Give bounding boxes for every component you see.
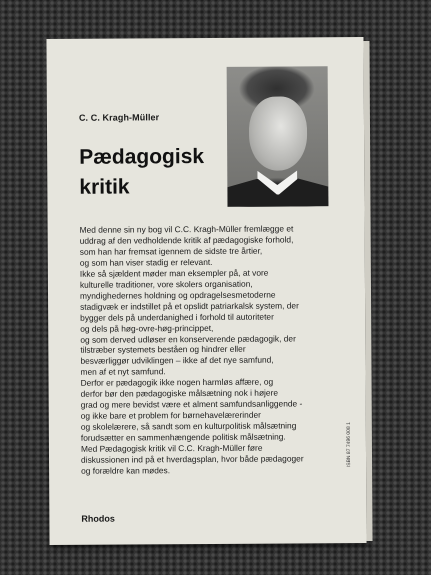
blurb-line: myndighedernes holdning og opdragelsesmetoderne bbox=[79, 289, 276, 301]
blurb-line: og skolelærere, så sandt som en kulturpolitisk målsætning bbox=[80, 420, 297, 432]
blurb-line: og som derved udløser en konserverende pædagogik, der bbox=[80, 332, 296, 345]
blurb-text bbox=[80, 223, 352, 477]
author-photo bbox=[227, 66, 329, 207]
blurb-line: besværliggør udviklingen – ikke af det nye samfund, bbox=[80, 355, 274, 367]
blurb-line: forudsætter en sammenhængende politisk målsætning. bbox=[80, 431, 286, 443]
blurb-line: bygger dels på underdanighed i forhold til autoriteter bbox=[80, 311, 274, 323]
blurb-line: derfor bør den pædagogiske målsætning nok i højere bbox=[80, 387, 279, 400]
blurb-line: uddrag af den vedholdende kritik af pædagogiske forhold, bbox=[79, 234, 294, 246]
blurb-line: men af et nyt samfund. bbox=[80, 366, 166, 378]
blurb-line: diskussionen ind på et hverdagsplan, hvor både pædagoger bbox=[80, 453, 304, 465]
book-back-cover bbox=[46, 37, 366, 545]
blurb-line: og som han viser stadig er relevant. bbox=[79, 256, 213, 268]
blurb-line: Med Pædagogisk kritik vil C.C. Kragh-Müller føre bbox=[80, 442, 263, 454]
blurb-line: kulturelle traditioner, vore skolers organisation, bbox=[79, 278, 253, 290]
blurb-line: og dels på høg-ovre-høg-princippet, bbox=[80, 322, 214, 334]
blurb-line: Derfor er pædagogik ikke nogen harmløs affære, og bbox=[80, 376, 274, 389]
author-name: C. C. Kragh-Müller bbox=[78, 112, 160, 123]
blurb-line: som han har fremsat igennem de sidste tre årtier, bbox=[79, 245, 263, 257]
blurb-line: og ikke bare et problem for børnehavelærerinder bbox=[80, 409, 261, 421]
publisher-name: Rhodos bbox=[81, 513, 115, 524]
isbn-text: ISBN 87 7496 008 1 bbox=[345, 422, 353, 468]
book-title bbox=[79, 142, 204, 203]
blurb-line: og forældre kan mødes. bbox=[81, 465, 171, 476]
title-line: kritik bbox=[79, 175, 130, 199]
blurb-line: grad og mere bevidst være et alment samfundsanliggende - bbox=[80, 398, 303, 411]
blurb-line: tilstræber systemets beståen og hindrer eller bbox=[80, 344, 246, 356]
blurb-line: stadigvæk er indstillet på et opslidt patriarkalsk system, der bbox=[80, 300, 299, 312]
blurb-line: Ikke så sjældent møder man eksempler på, at vore bbox=[79, 267, 269, 279]
title-line: Pædagogisk bbox=[79, 145, 205, 169]
blurb-line: Med denne sin ny bog vil C.C. Kragh-Müller fremlægge et bbox=[79, 223, 294, 235]
author-face bbox=[249, 96, 307, 170]
